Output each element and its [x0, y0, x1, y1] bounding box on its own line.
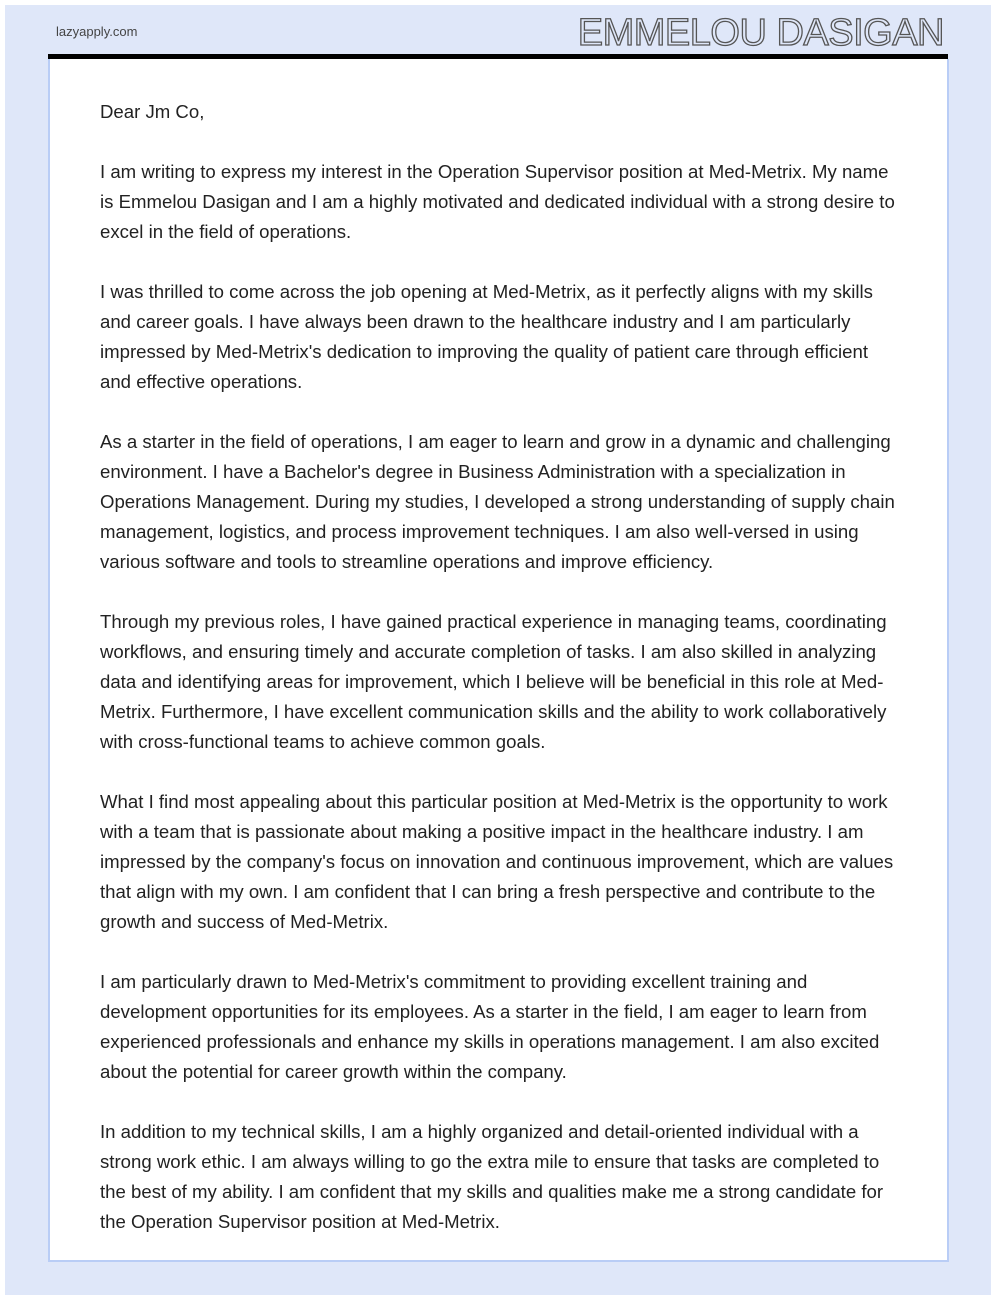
paragraph: What I find most appealing about this particular position at Med-Metrix is the opportunity to work with a team that is passionate about making a positive impact in the healthcare industry. I am impressed by the company's focus on innovation and continuous improvement, which are values that align with my own. I am confident that I can bring a fresh perspective and contribute to the growth and success of Med-Metrix.	[100, 791, 894, 932]
salutation: Dear Jm Co,	[100, 101, 205, 122]
paragraph: Through my previous roles, I have gained practical experience in managing teams, coordinating workflows, and ensuring timely and accurate completion of tasks. I am also skilled in analyzing data and identifying areas for improvement, which I believe will be beneficial in this role at Med-Metrix. Furthermore, I have excellent communication skills and the ability to work collaboratively with cross-functional teams to achieve common goals.	[100, 611, 887, 752]
paragraph: I am particularly drawn to Med-Metrix's commitment to providing excellent training and development opportunities for its employees. As a starter in the field, I am eager to learn from experienced professionals and enhance my skills in operations management. I am also excited about the potential for career growth within the company.	[100, 971, 880, 1082]
watermark: lazyapply.com	[56, 24, 138, 39]
letter-body	[100, 97, 900, 1267]
paragraph: As a starter in the field of operations, I am eager to learn and grow in a dynamic and challenging environment. I have a Bachelor's degree in Business Administration with a specialization in Operations Management. During my studies, I developed a strong understanding of supply chain management, logistics, and process improvement techniques. I am also well-versed in using various software and tools to streamline operations and improve efficiency.	[100, 431, 895, 572]
applicant-name: EMMELOU DASIGAN	[577, 12, 944, 54]
paragraph: In addition to my technical skills, I am a highly organized and detail-oriented individual with a strong work ethic. I am always willing to go the extra mile to ensure that tasks are completed to the best of my ability. I am confident that my skills and qualities make me a strong candidate for the Operation Supervisor position at Med-Metrix.	[100, 1121, 884, 1232]
paragraph: I was thrilled to come across the job opening at Med-Metrix, as it perfectly aligns with my skills and career goals. I have always been drawn to the healthcare industry and I am particularly impressed by Med-Metrix's dedication to improving the quality of patient care through efficient and effective operations.	[100, 281, 873, 392]
paragraph: I am writing to express my interest in the Operation Supervisor position at Med-Metrix. My name is Emmelou Dasigan and I am a highly motivated and dedicated individual with a strong desire to excel in the field of operations.	[100, 161, 895, 242]
